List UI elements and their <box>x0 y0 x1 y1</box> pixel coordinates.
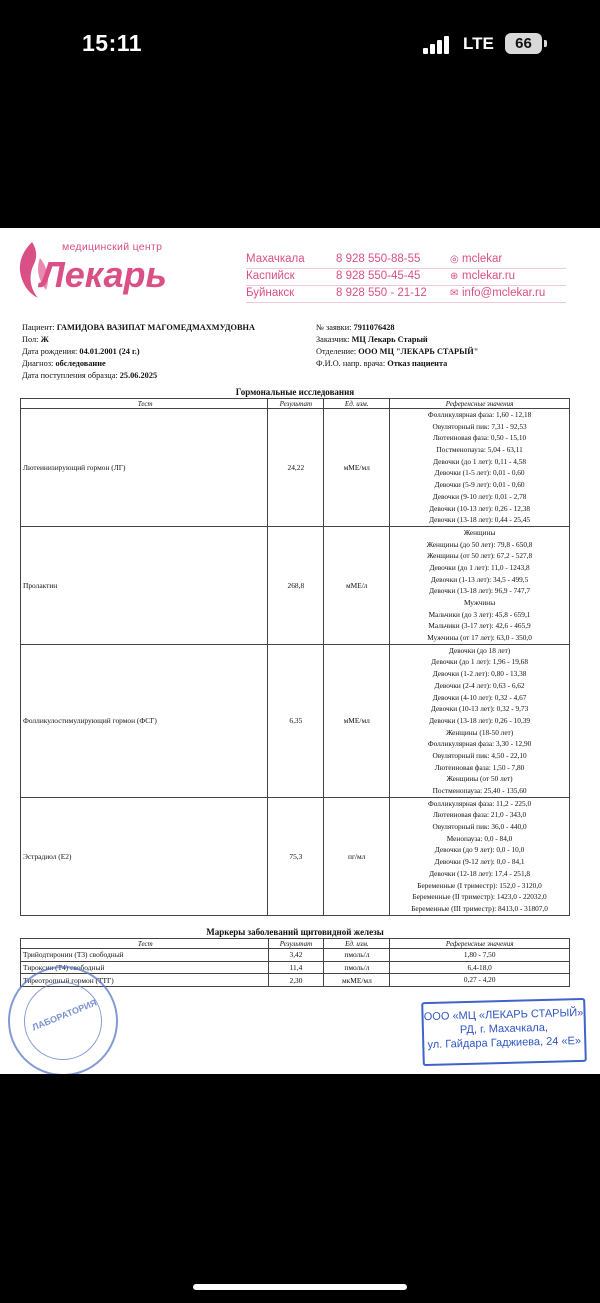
reference-line: Мальчики (до 3 лет): 45,8 - 659,1 <box>428 609 531 619</box>
reference-line: Постменопауза: 5,04 - 63,11 <box>436 445 523 455</box>
clinic-stamp <box>421 998 587 1066</box>
reference-line: Девочки (до 1 лет): 1,96 - 19,68 <box>431 657 528 667</box>
test-name: Эстрадиол (Е2) <box>21 797 268 915</box>
reference-line: Девочки (13-18 лет): 0,44 - 25,45 <box>429 515 531 525</box>
reference-line: Овуляторный пик: 7,31 - 92,53 <box>432 421 527 431</box>
reference-line: Мальчики (3-17 лет): 42,6 - 465,9 <box>428 621 531 631</box>
test-name: Лютеинизирующий гормон (ЛГ) <box>21 409 268 527</box>
doctor-name: Отказ пациента <box>387 359 448 368</box>
dept-label: Отделение: <box>316 347 357 356</box>
test-unit: мМЕ/мл <box>324 644 390 797</box>
reference-line: Девочки (до 1 лет): 11,0 - 1243,8 <box>429 562 530 572</box>
contact-phone[interactable]: 8 928 550-45-45 <box>336 270 421 282</box>
contact-phone[interactable]: 8 928 550 - 21-12 <box>336 287 427 299</box>
reference-line: 1,80 - 7,50 <box>463 950 496 959</box>
logo-subtitle: медицинский центр <box>62 241 163 253</box>
reference-line: Фолликулярная фаза: 1,60 - 12,18 <box>427 410 532 419</box>
network-type: LTE <box>463 34 494 53</box>
col-unit: Ед. изм. <box>324 399 390 409</box>
clinic-logo <box>10 236 230 302</box>
diagnosis-label: Диагноз: <box>22 359 54 368</box>
table-row <box>21 949 570 962</box>
reference-line: Девочки (до 1 лет): 0,11 - 4,58 <box>433 456 526 466</box>
reference-line: Девочки (9-12 лет): 0,0 - 84,1 <box>434 857 525 867</box>
patient-name: ГАМИДОВА ВАЗИПАТ МАГОМЕДМАХМУДОВНА <box>56 323 255 332</box>
status-time: 15:11 <box>82 30 143 56</box>
test-unit: мкМЕ/мл <box>324 974 390 987</box>
reference-line: Девочки (13-18 лет): 96,9 - 747,7 <box>429 586 531 596</box>
reference-line: Беременные (I триместр): 152,0 - 3120,0 <box>417 880 542 890</box>
test-unit: мМЕ/л <box>324 526 390 644</box>
test-name: Тироксин (Т4) свободный <box>21 961 269 974</box>
table-row <box>21 797 570 915</box>
reference-values <box>390 526 570 644</box>
clinic-contacts <box>246 252 566 303</box>
reference-line: Беременные (III триместр): 8413,0 - 31807,0 <box>411 903 548 913</box>
sex-label: Пол: <box>22 335 39 344</box>
reference-line: Фолликулярная фаза: 11,2 - 225,0 <box>427 798 532 808</box>
section-title-hormones: Гормональные исследования <box>235 387 355 397</box>
reference-values <box>390 797 570 915</box>
reference-line: Женщины (до 50 лет): 79,8 - 650,8 <box>426 539 533 549</box>
reference-line: Девочки (4-10 лет): 0,32 - 4,67 <box>432 692 527 702</box>
thyroid-table <box>20 938 570 987</box>
reference-line: Девочки (5-9 лет): 0,01 - 0,60 <box>434 480 525 490</box>
col-unit: Ед. изм. <box>324 939 390 949</box>
reference-line: Лютеиновая фаза: 1,50 - 7,80 <box>434 762 525 772</box>
reference-line: Девочки (9-10 лет): 0,01 - 2,78 <box>432 491 527 501</box>
patient-info <box>22 322 255 382</box>
col-ref: Референсные значения <box>390 399 570 409</box>
doctor-label: Ф.И.О. напр. врача: <box>316 359 386 368</box>
reference-values <box>390 974 570 987</box>
instagram-icon: ◎ <box>450 254 459 265</box>
reference-line: Женщины (от 50 лет) <box>446 774 513 784</box>
globe-icon: ⊕ <box>450 271 459 282</box>
reference-values <box>390 644 570 797</box>
test-unit: пг/мл <box>324 797 390 915</box>
mail-icon: ✉ <box>450 288 459 299</box>
order-info <box>316 322 478 370</box>
test-name: Фолликулостимулирующий гормон (ФСГ) <box>21 644 268 797</box>
clinic-stamp-line3: ул. Гайдара Гаджиева, 24 «Е» <box>427 1034 582 1052</box>
reference-values <box>390 409 570 527</box>
clinic-stamp-line1: ООО «МЦ «ЛЕКАРЬ СТАРЫЙ» <box>423 1006 584 1024</box>
reference-line: Девочки (2-4 лет): 0,63 - 6,62 <box>434 680 525 690</box>
test-unit: пмоль/л <box>324 961 390 974</box>
patient-diagnosis: обследование <box>55 359 106 368</box>
table-row <box>21 644 570 797</box>
contact-row <box>246 286 566 303</box>
reference-line: Девочки (13-18 лет): 0,26 - 10,39 <box>429 715 531 725</box>
home-indicator[interactable] <box>193 1284 407 1290</box>
reference-line: 0,27 - 4,20 <box>463 975 496 985</box>
test-name: Трийодтиронин (Т3) свободный <box>21 949 269 962</box>
table-row <box>21 961 570 974</box>
laboratory-stamp <box>8 966 118 1074</box>
test-result: 2,30 <box>268 974 324 987</box>
reference-line: Мужчины (от 17 лет): 63,0 - 350,0 <box>427 633 532 643</box>
reference-line: Девочки (12-18 лет): 17,4 - 251,8 <box>429 868 531 878</box>
col-test: Тест <box>21 399 268 409</box>
test-result: 6,35 <box>268 644 324 797</box>
battery-icon: 66 <box>505 33 542 54</box>
lab-report-document[interactable] <box>0 228 600 1074</box>
contact-web[interactable]: mclekar.ru <box>462 270 516 282</box>
contact-phone[interactable]: 8 928 550-88-55 <box>336 253 421 265</box>
test-name: Тиреотропный гормон (ТТГ) <box>21 974 269 987</box>
contact-web[interactable]: mclekar <box>462 253 503 265</box>
reference-line: Лютеиновая фаза: 21,0 - 343,0 <box>432 810 527 820</box>
dob-label: Дата рождения: <box>22 347 78 356</box>
reference-line: Девочки (1-5 лет): 0,01 - 0,60 <box>434 468 525 478</box>
contact-row <box>246 252 566 269</box>
table-row <box>21 409 570 527</box>
reference-line: Женщины (от 50 лет): 67,2 - 527,8 <box>426 551 533 561</box>
order-number: 7911076428 <box>353 323 395 332</box>
sample-date-label: Дата поступления образца: <box>22 371 118 380</box>
patient-label: Пациент: <box>22 323 55 332</box>
client-label: Заказчик: <box>316 335 350 344</box>
test-unit: пмоль/л <box>324 949 390 962</box>
reference-line: Девочки (1-2 лет): 0,80 - 13,38 <box>432 669 527 679</box>
patient-sex: Ж <box>40 335 49 344</box>
dept-name: ООО МЦ "ЛЕКАРЬ СТАРЫЙ" <box>358 347 479 356</box>
reference-line: Девочки (до 18 лет) <box>448 645 511 655</box>
col-result: Результат <box>268 399 324 409</box>
contact-row <box>246 269 566 286</box>
reference-line: Фолликулярная фаза: 3,30 - 12,90 <box>427 739 532 749</box>
col-result: Результат <box>268 939 324 949</box>
reference-line: Постменопауза: 25,40 - 135,60 <box>432 786 527 795</box>
sample-date: 25.06.2025 <box>119 371 158 380</box>
reference-line: Женщины <box>463 527 496 537</box>
contact-city: Махачкала <box>246 253 305 265</box>
reference-line: Мужчины <box>464 598 496 607</box>
reference-line: 6,4-18,0 <box>467 962 492 972</box>
contact-city: Каспийск <box>246 270 295 282</box>
order-label: № заявки: <box>316 323 352 332</box>
test-result: 24,22 <box>268 409 324 527</box>
contact-web[interactable]: info@mclekar.ru <box>462 287 546 299</box>
signal-icon <box>423 34 451 54</box>
reference-line: Лютеиновая фаза: 0,50 - 15,10 <box>432 433 527 443</box>
reference-line: Овуляторный пик: 36,0 - 440,0 <box>432 822 527 832</box>
section-title-thyroid: Маркеры заболеваний щитовидной железы <box>206 927 384 937</box>
test-result: 75,3 <box>268 797 324 915</box>
table-row <box>21 526 570 644</box>
reference-line: Женщины (18-50 лет) <box>445 727 514 737</box>
test-result: 11,4 <box>268 961 324 974</box>
reference-line: Девочки (10-13 лет): 0,32 - 9,73 <box>430 704 529 714</box>
test-unit: мМЕ/мл <box>324 409 390 527</box>
reference-line: Овуляторный пик: 4,50 - 22,10 <box>432 750 527 760</box>
reference-line: Менопауза: 0,0 - 84,0 <box>446 833 513 843</box>
laboratory-stamp-label: ЛАБОРАТОРИЯ <box>30 997 99 1033</box>
reference-line: Девочки (до 9 лет): 0,0 - 10,0 <box>434 845 525 855</box>
logo-title: Лекарь <box>40 254 167 295</box>
reference-line: Девочки (10-13 лет): 0,26 - 12,38 <box>429 503 531 513</box>
reference-line: Девочки (1-13 лет): 34,5 - 499,5 <box>430 574 529 584</box>
reference-values <box>390 961 570 974</box>
test-name: Пролактин <box>21 526 268 644</box>
test-result: 3,42 <box>268 949 324 962</box>
patient-dob: 04.01.2001 (24 г.) <box>79 347 140 356</box>
clinic-stamp-line2: РД, г. Махачкала, <box>459 1021 549 1037</box>
test-result: 268,8 <box>268 526 324 644</box>
client-name: МЦ Лекарь Старый <box>351 335 428 344</box>
col-test: Тест <box>21 939 269 949</box>
contact-city: Буйнакск <box>246 287 295 299</box>
col-ref: Референсные значения <box>390 939 570 949</box>
hormones-table <box>20 398 570 916</box>
reference-values <box>390 949 570 962</box>
status-bar <box>0 0 600 90</box>
reference-line: Беременные (II триместр): 1423,0 - 22032,0 <box>412 892 547 902</box>
